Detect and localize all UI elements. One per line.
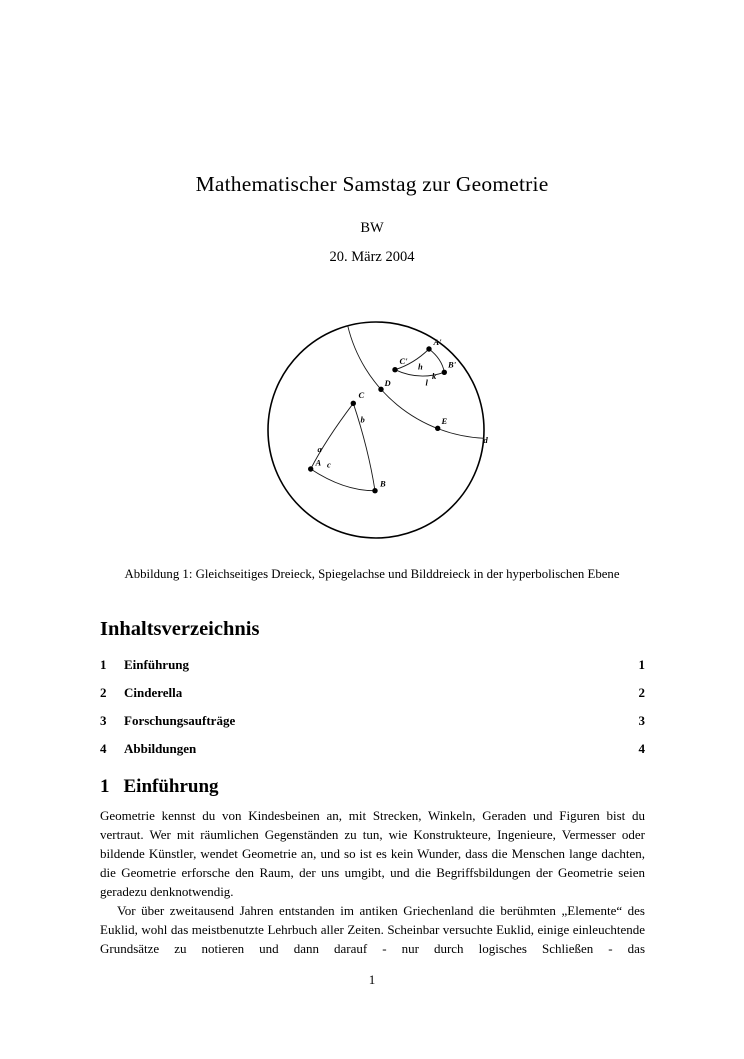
point-A-dot (308, 466, 313, 471)
label-E: E (441, 416, 448, 426)
label-h: h (418, 361, 423, 372)
point-C-dot (351, 401, 356, 406)
toc-entry-page: 1 (638, 657, 645, 672)
toc-entry-forschungsauftraege[interactable] (100, 713, 645, 741)
figure-1-diagram (250, 305, 510, 555)
label-a: a (317, 444, 322, 454)
toc-entry-label: Einführung (124, 657, 190, 672)
toc-heading: Inhaltsverzeichnis (100, 618, 260, 640)
toc-entry-page: 3 (638, 713, 645, 728)
toc-entry-abbildungen[interactable] (100, 741, 645, 769)
section-number: 1 (100, 776, 110, 797)
hyperbolic-disk-boundary (268, 322, 484, 538)
triangle-side-c (311, 469, 375, 491)
label-l: l (425, 377, 428, 388)
paragraph: Geometrie kennst du von Kindesbeinen an, mit Strecken, Winkeln, Geraden und Figuren bist du vertraut. Wer mit räumlichen Gegenständen zu tun, wie Konstrukteure, Ingenieure, Vermesser oder bildende Künstler, wendet Geometrie an, und so ist es kein Wunder, dass die Menschen lange dachten, die Geometrie erforsche den Raum, der uns umgibt, und die Begriffsbildungen der Geometrie seien geradezu denknotwendig. (100, 808, 645, 899)
toc-entry-number: 2 (100, 685, 107, 700)
point-E-dot (435, 426, 440, 431)
page-title: Mathematischer Samstag zur Geometrie (195, 172, 549, 196)
toc-entry-einfuehrung[interactable] (100, 657, 645, 685)
author: BW (360, 220, 384, 236)
table-of-contents (100, 657, 645, 769)
section-1-body (100, 806, 645, 958)
label-C-image: C' (399, 356, 408, 366)
label-b: b (360, 414, 365, 425)
point-B-dot (372, 488, 377, 493)
paragraph: Vor über zweitausend Jahren entstanden im antiken Griechenland die berühmten „Elemente“ des Euklid, wohl das meistbenutzte Lehrbuch aller Zeiten. Scheinbar versuchte Euklid, einige einleuchtende Grundsätze zu notieren und dann darauf - nur durch logisches Schließen - das (100, 903, 645, 956)
image-triangle-side-k (429, 349, 444, 372)
label-D: D (384, 378, 391, 388)
label-C: C (358, 390, 365, 400)
figure-caption: Abbildung 1: Gleichseitiges Dreieck, Spiegelachse und Bilddreieck in der hyperbolischen Ebene (124, 567, 620, 581)
label-c: c (327, 459, 331, 470)
section-title: Einführung (123, 776, 219, 797)
label-A-image: A' (433, 337, 442, 347)
page-number: 1 (368, 972, 376, 987)
toc-entry-label: Cinderella (124, 685, 183, 700)
toc-entry-page: 2 (638, 685, 645, 700)
point-B-image-dot (442, 370, 447, 375)
label-A: A (315, 457, 322, 468)
toc-entry-label: Forschungsaufträge (124, 713, 236, 728)
toc-entry-number: 4 (100, 741, 107, 756)
label-d: d (483, 435, 488, 445)
section-1-heading (100, 776, 219, 798)
label-k: k (432, 371, 437, 381)
toc-entry-number: 3 (100, 713, 107, 728)
mirror-axis-d (348, 326, 485, 439)
label-B-image: B' (448, 359, 457, 370)
label-B: B (380, 478, 386, 489)
point-D-dot (378, 387, 383, 392)
date: 20. März 2004 (329, 249, 415, 265)
toc-entry-number: 1 (100, 657, 107, 672)
toc-entry-label: Abbildungen (124, 741, 197, 756)
toc-entry-cinderella[interactable] (100, 685, 645, 713)
toc-entry-page: 4 (638, 741, 645, 756)
point-A-image-dot (426, 346, 431, 351)
point-C-image-dot (392, 367, 397, 372)
